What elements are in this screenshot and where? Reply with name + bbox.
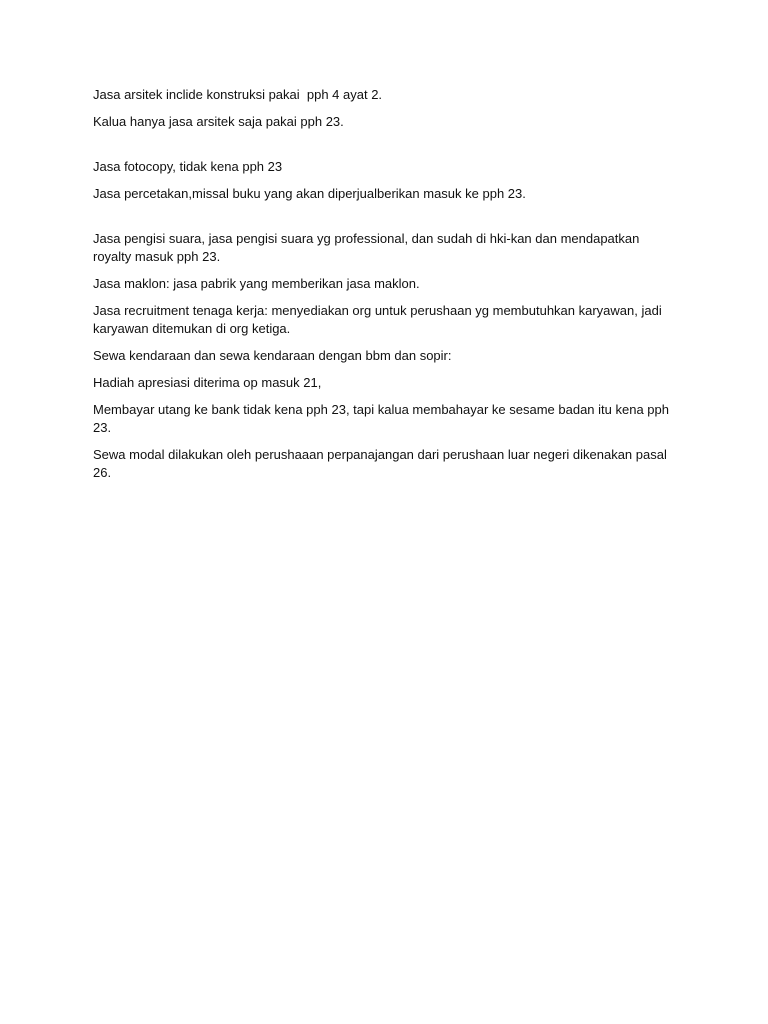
paragraph-10: Membayar utang ke bank tidak kena pph 23, tapi kalua membahayar ke sesame badan itu kena pph 23. bbox=[93, 402, 673, 435]
paragraph-5: Jasa pengisi suara, jasa pengisi suara yg professional, dan sudah di hki-kan dan mendapatkan royalty masuk pph 23. bbox=[93, 231, 643, 264]
paragraph-7: Jasa recruitment tenaga kerja: menyediakan org untuk perushaan yg membutuhkan karyawan, jadi karyawan ditemukan di org ketiga. bbox=[93, 303, 666, 336]
paragraph-11: Sewa modal dilakukan oleh perushaaan perpanajangan dari perushaan luar negeri dikenakan pasal 26. bbox=[93, 447, 671, 480]
blank-line bbox=[93, 212, 678, 230]
paragraph-9: Hadiah apresiasi diterima op masuk 21, bbox=[93, 375, 322, 390]
blank-line bbox=[93, 140, 678, 158]
paragraph-4: Jasa percetakan,missal buku yang akan diperjualberikan masuk ke pph 23. bbox=[93, 186, 526, 201]
document-body bbox=[93, 86, 678, 491]
paragraph-8: Sewa kendaraan dan sewa kendaraan dengan bbm dan sopir: bbox=[93, 348, 452, 363]
paragraph-2: Kalua hanya jasa arsitek saja pakai pph 23. bbox=[93, 114, 344, 129]
paragraph-6: Jasa maklon: jasa pabrik yang memberikan jasa maklon. bbox=[93, 276, 420, 291]
paragraph-1: Jasa arsitek inclide konstruksi pakai pph 4 ayat 2. bbox=[93, 87, 383, 102]
paragraph-3: Jasa fotocopy, tidak kena pph 23 bbox=[93, 159, 283, 174]
